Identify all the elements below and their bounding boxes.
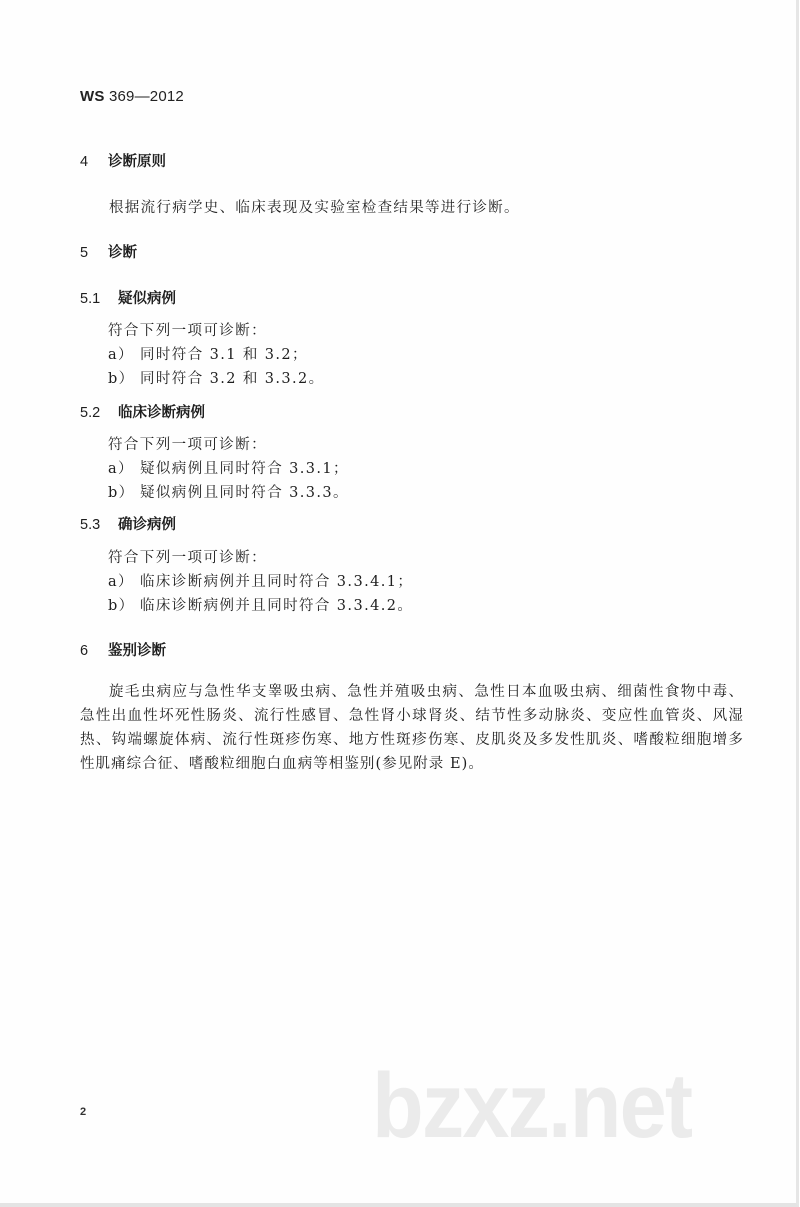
section-title: 诊断原则 bbox=[108, 154, 166, 170]
section-6-paragraph: 旋毛虫病应与急性华支睾吸虫病、急性并殖吸虫病、急性日本血吸虫病、细菌性食物中毒、急性出血性坏死性肠炎、流行性感冒、急性肾小球肾炎、结节性多动脉炎、变应性血管炎、风湿热、钩端螺旋体病、流行性斑疹伤寒、地方性斑疹伤寒、皮肌炎及多发性肌炎、嗜酸粒细胞增多性肌痛综合征、嗜酸粒细胞白血病等相鉴别(参见附录 E)。 bbox=[80, 684, 744, 772]
list-text: 临床诊断病例并且同时符合 3.3.4.2。 bbox=[140, 598, 414, 614]
list-item bbox=[108, 481, 349, 502]
list-label: a） bbox=[108, 461, 134, 477]
section-number: 5.1 bbox=[80, 291, 101, 307]
section-title: 鉴别诊断 bbox=[108, 643, 166, 659]
standard-prefix: WS bbox=[80, 88, 105, 105]
list-label: a） bbox=[108, 574, 134, 590]
list-text: 同时符合 3.2 和 3.3.2。 bbox=[140, 371, 325, 387]
section-title: 疑似病例 bbox=[118, 291, 176, 307]
list-item bbox=[108, 457, 349, 478]
list-text: 临床诊断病例并且同时符合 3.3.4.1； bbox=[140, 574, 414, 590]
list-label: b） bbox=[108, 371, 135, 387]
section-5-2-intro: 符合下列一项可诊断： bbox=[108, 437, 267, 453]
list-item bbox=[108, 570, 413, 591]
list-item bbox=[108, 594, 413, 615]
standard-number: 369—2012 bbox=[108, 88, 184, 105]
section-5-1-intro: 符合下列一项可诊断： bbox=[108, 323, 267, 339]
page-number: 2 bbox=[80, 1106, 87, 1118]
standard-code bbox=[80, 88, 184, 105]
section-title: 临床诊断病例 bbox=[118, 405, 205, 421]
section-title: 诊断 bbox=[108, 245, 137, 261]
list-item bbox=[108, 367, 325, 388]
section-4-heading bbox=[80, 150, 166, 171]
section-4-text: 根据流行病学史、临床表现及实验室检查结果等进行诊断。 bbox=[109, 200, 520, 216]
section-5-heading bbox=[80, 241, 137, 262]
list-label: b） bbox=[108, 485, 135, 501]
section-5-3-heading bbox=[80, 513, 176, 534]
section-number: 6 bbox=[80, 643, 89, 659]
section-5-1-heading bbox=[80, 287, 176, 308]
list-label: a） bbox=[108, 347, 134, 363]
list-text: 疑似病例且同时符合 3.3.1； bbox=[140, 461, 349, 477]
list-label: b） bbox=[108, 598, 135, 614]
section-6-heading bbox=[80, 639, 166, 660]
section-5-2-heading bbox=[80, 401, 205, 422]
list-text: 同时符合 3.1 和 3.2； bbox=[140, 347, 308, 363]
section-number: 5.3 bbox=[80, 517, 101, 533]
watermark: bzxz.net bbox=[372, 1055, 692, 1157]
section-5-3-intro: 符合下列一项可诊断： bbox=[108, 550, 267, 566]
section-number: 5 bbox=[80, 245, 89, 261]
list-item bbox=[108, 343, 308, 364]
section-title: 确诊病例 bbox=[118, 517, 176, 533]
section-number: 5.2 bbox=[80, 405, 101, 421]
section-number: 4 bbox=[80, 154, 89, 170]
list-text: 疑似病例且同时符合 3.3.3。 bbox=[140, 485, 349, 501]
